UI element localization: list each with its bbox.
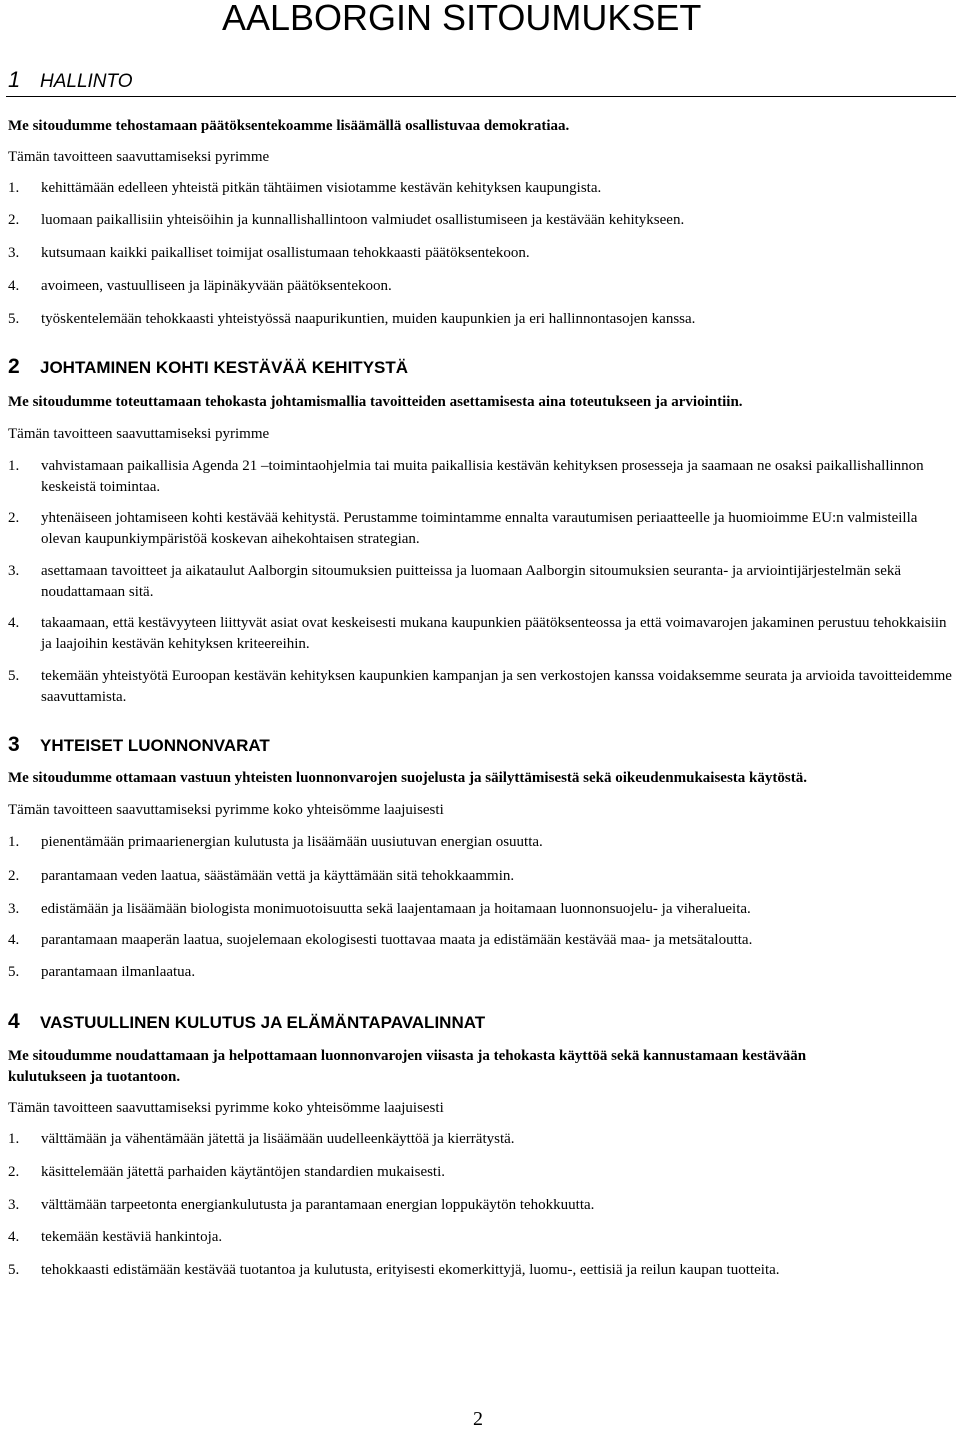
section-3-heading: [8, 733, 270, 757]
section-title: YHTEISET LUONNONVARAT: [40, 736, 270, 755]
section-title: HALLINTO: [40, 71, 133, 92]
section-number: 3: [8, 733, 20, 756]
document-page: AALBORGIN SITOUMUKSET 1 HALLINTO Me sitoudumme tehostamaan päätöksentekoamme lisäämällä osallistuvaa demokratiaa. Tämän tavoitteen saavuttamiseksi pyrimme 1. kehittämään edelleen yhteistä pitkän tähtäimen visiotamme kestävän kehityksen kaupungista. 2. luomaan paikallisiin yhteisöihin ja kunnallishallintoon valmiudet osallistumiseen ja kestävään kehitykseen. 3. kutsumaan kaikki paikalliset toimijat osallistumaan tehokkaasti päätöksentekoon. 4. avoimeen, vastuulliseen ja läpinäkyvään päätöksentekoon. 5. työskentelemään tehokkaasti yhteistyössä naapurikuntien, muiden kaupunkien ja eri hallinnontasojen kanssa. 2 JOHTAMINEN KOHTI KESTÄVÄÄ KEHITYSTÄ Me sitoudumme toteuttamaan tehokasta johtamismallia tavoitteiden asettamisesta aina toteutukseen ja arviointiin. Tämän tavoitteen saavuttamiseksi pyrimme 1. vahvistamaan paikallisia Agenda 21 –toimintaohjelmia tai muita paikallisia kestävän kehityksen prosesseja ja saamaan ne osaksi paikallishallinnon keskeistä toimintaa. 2. yhtenäiseen johtamiseen kohti kestävää kehitystä. Perustamme toimintamme ennalta varautumisen periaatteelle ja huomioimme EU:n valmisteilla olevan kaupunkiympäristöä koskevan aihekohtaisen strategian. 3. asettamaan tavoitteet ja aikataulut Aalborgin sitoumuksien puitteissa ja luomaan Aalborgin sitoumuksien seuranta- ja arviointijärjestelmän sekä noudattamaan sitä. 4. takaamaan, että kestävyyteen liittyvät asiat ovat keskeisesti mukana kaupunkien päätöksenteossa ja että voimavarojen jakaminen perustuu tehokkaisiin ja laajoihin kestävän kehityksen kriteereihin. 5. tekemään yhteistyötä Euroopan kestävän kehityksen kaupunkien kampanjan ja sen verkostojen kanssa voidaksemme seurata ja arvioida tavoitteidemme saavuttamista. 3 YHTEISET LUONNONVARAT Me sitoudumme ottamaan vastuun yhteisten luonnonvarojen suojelusta ja säilyttämisestä sekä oikeudenmukaisesta käytöstä. Tämän tavoitteen saavuttamiseksi pyrimme koko yhteisömme laajuisesti 1. pienentämään primaarienergian kulutusta ja lisäämään uusiutuvan energian osuutta. 2. parantamaan veden laatua, säästämään vettä ja käyttämään sitä tehokkaammin. 3. edistämään ja lisäämään biologista monimuotoisuutta sekä laajentamaan ja hoitamaan luonnonsuojelu- ja viheralueita. 4. parantamaan maaperän laatua, suojelemaan ekologisesti tuottavaa maata ja edistämään kestävää maa- ja metsätaloutta. 5. parantamaan ilmanlaatua. 4 VASTUULLINEN KULUTUS JA ELÄMÄNTAPAVALINNAT Me sitoudumme noudattamaan ja helpottamaan luonnonvarojen viisasta ja tehokasta käyttöä sekä kannustamaan kestävään kulutukseen ja tuotantoon. Tämän tavoitteen saavuttamiseksi pyrimme koko yhteisömme laajuisesti 1. välttämään ja vähentämään jätettä ja lisäämään uudelleenkäyttöä ja kierrätystä. 2. käsittelemään jätettä parhaiden käytäntöjen standardien mukaisesti. 3. välttämään tarpeetonta energiankulutusta ja parantamaan energian loppukäytön tehokkuutta. 4. tekemään kestäviä hankintoja. 5. tehokkaasti edistämään kestävää tuotantoa ja kulutusta, erityisesti ekomerkittyjä, luomu-, eettisiä ja reilun kaupan tuotteita. 2: [0, 0, 960, 1429]
section-2-intro: Tämän tavoitteen saavuttamiseksi pyrimme: [8, 426, 270, 442]
section-divider: [6, 96, 956, 97]
section-3-commitment: Me sitoudumme ottamaan vastuun yhteisten luonnonvarojen suojelusta ja säilyttämisestä sekä oikeudenmukaisesta käytöstä.: [8, 770, 807, 786]
section-3-intro: Tämän tavoitteen saavuttamiseksi pyrimme koko yhteisömme laajuisesti: [8, 802, 444, 818]
section-4-heading: [8, 1010, 485, 1034]
section-2-heading: [8, 355, 408, 379]
section-number: 4: [8, 1010, 20, 1033]
section-title: JOHTAMINEN KOHTI KESTÄVÄÄ KEHITYSTÄ: [40, 358, 409, 377]
section-4-commitment-line-1: Me sitoudumme noudattamaan ja helpottamaan luonnonvarojen viisasta ja tehokasta käyttöä sekä kannustamaan kestävään: [8, 1048, 807, 1064]
document-title: AALBORGIN SITOUMUKSET: [222, 0, 702, 38]
section-1-heading: [8, 67, 133, 93]
section-title: VASTUULLINEN KULUTUS JA ELÄMÄNTAPAVALINNAT: [40, 1013, 486, 1032]
section-1-intro: Tämän tavoitteen saavuttamiseksi pyrimme: [8, 149, 270, 165]
section-4-intro: Tämän tavoitteen saavuttamiseksi pyrimme koko yhteisömme laajuisesti: [8, 1100, 444, 1116]
section-1-commitment: Me sitoudumme tehostamaan päätöksentekoamme lisäämällä osallistuvaa demokratiaa.: [8, 118, 570, 134]
section-2-commitment: Me sitoudumme toteuttamaan tehokasta johtamismallia tavoitteiden asettamisesta aina toteutukseen ja arviointiin.: [8, 394, 743, 410]
page-number: 2: [473, 1408, 483, 1430]
section-4-commitment-line-2: kulutukseen ja tuotantoon.: [8, 1069, 181, 1085]
section-number: 2: [8, 355, 20, 378]
section-number: 1: [8, 67, 21, 92]
